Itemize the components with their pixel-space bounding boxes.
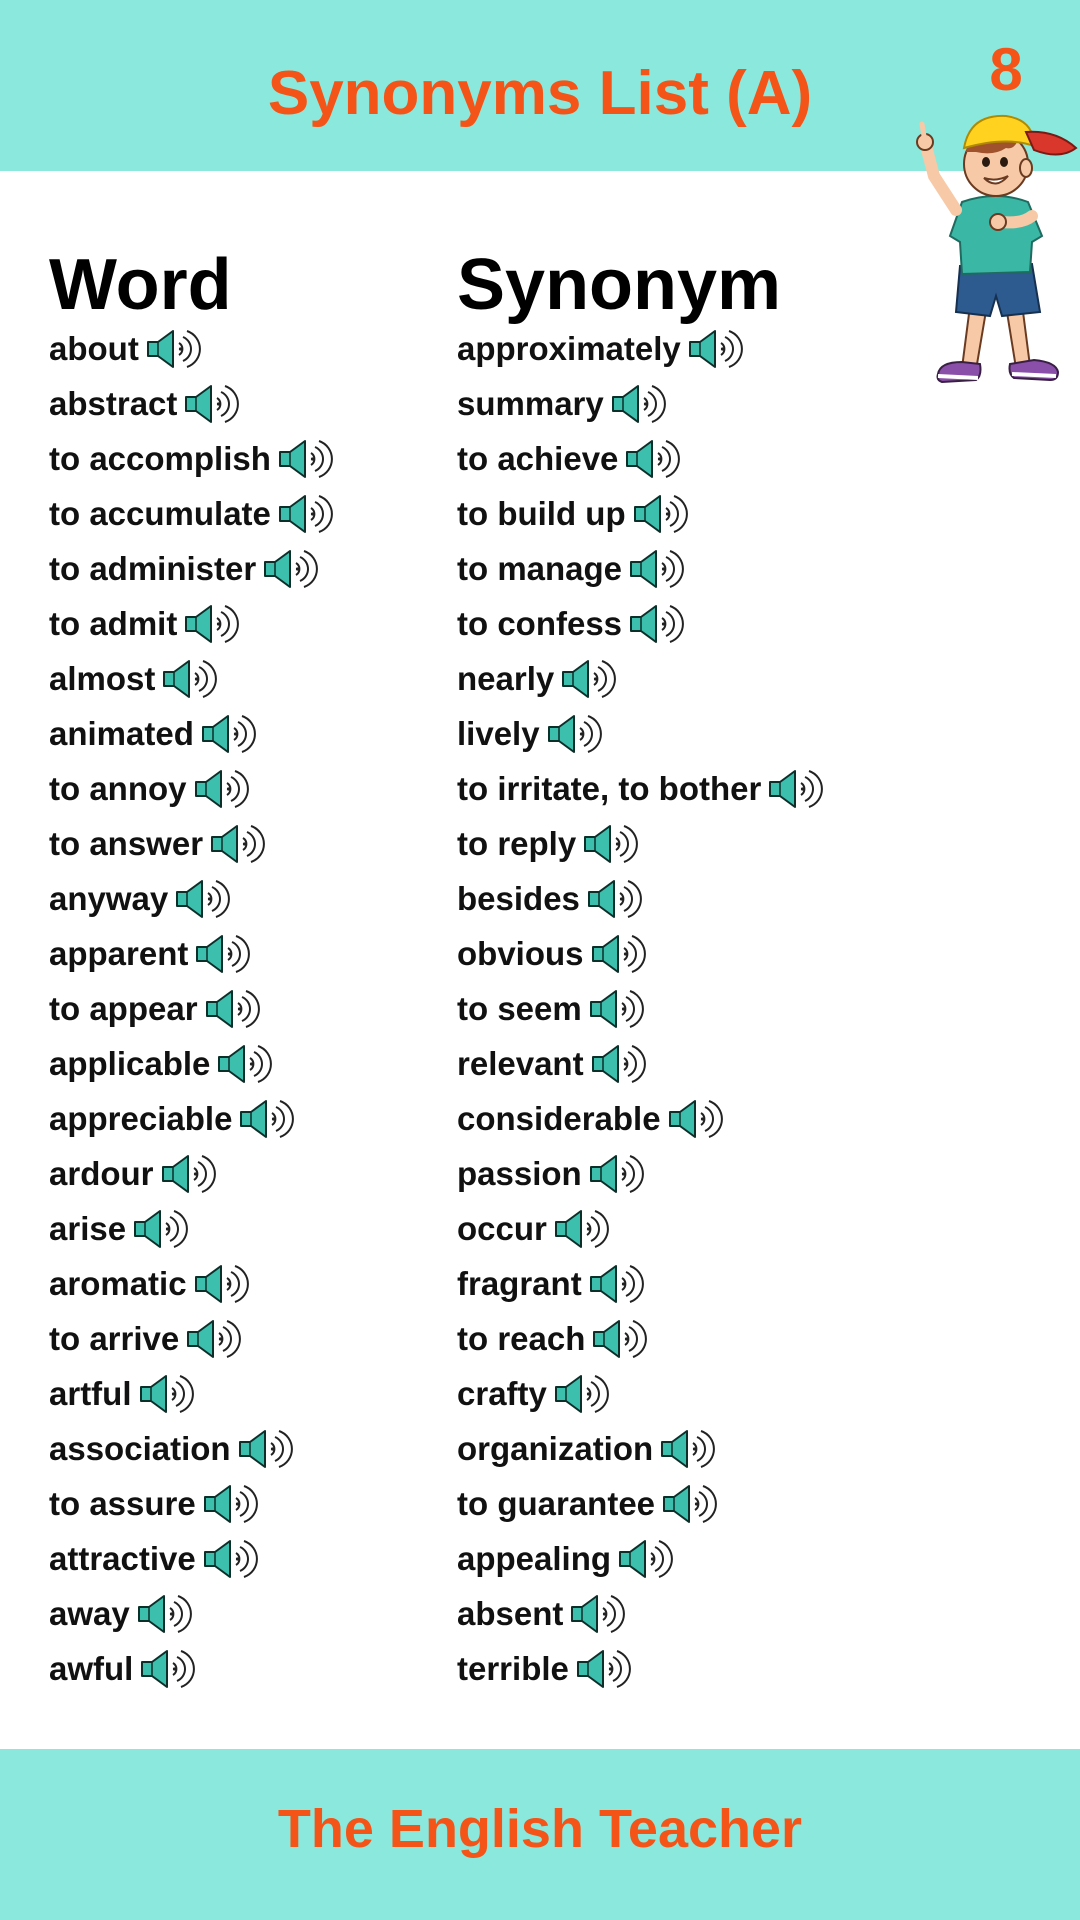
word-text: arise bbox=[49, 1209, 127, 1247]
speaker-icon[interactable] bbox=[200, 712, 258, 756]
synonym-text: fragrant bbox=[457, 1264, 582, 1302]
speaker-icon[interactable] bbox=[277, 492, 335, 536]
page-number: 8 bbox=[989, 36, 1023, 103]
word-text: awful bbox=[49, 1649, 134, 1687]
synonym-text: relevant bbox=[457, 1044, 584, 1082]
speaker-icon[interactable] bbox=[160, 1152, 218, 1196]
word-cell bbox=[49, 816, 267, 871]
list-item bbox=[0, 1311, 1080, 1366]
speaker-icon[interactable] bbox=[591, 1317, 649, 1361]
synonym-cell bbox=[457, 871, 644, 926]
speaker-icon[interactable] bbox=[553, 1207, 611, 1251]
speaker-icon[interactable] bbox=[628, 602, 686, 646]
list-item bbox=[0, 486, 1080, 541]
speaker-icon[interactable] bbox=[174, 877, 232, 921]
synonym-text: approximately bbox=[457, 329, 681, 367]
speaker-icon[interactable] bbox=[209, 822, 267, 866]
list-item bbox=[0, 1201, 1080, 1256]
list-item bbox=[0, 871, 1080, 926]
column-heading-word: Word bbox=[49, 245, 232, 325]
word-cell bbox=[49, 1311, 243, 1366]
synonym-text: organization bbox=[457, 1429, 654, 1467]
synonym-text: to manage bbox=[457, 549, 623, 587]
word-text: association bbox=[49, 1429, 231, 1467]
word-cell bbox=[49, 1586, 194, 1641]
synonym-cell bbox=[457, 596, 686, 651]
speaker-icon[interactable] bbox=[632, 492, 690, 536]
page-title: Synonyms List (A) bbox=[267, 59, 813, 128]
synonym-cell bbox=[457, 1531, 675, 1586]
speaker-icon[interactable] bbox=[624, 437, 682, 481]
speaker-icon[interactable] bbox=[139, 1647, 197, 1691]
word-cell bbox=[49, 431, 335, 486]
word-text: about bbox=[49, 329, 139, 367]
synonym-cell bbox=[457, 486, 690, 541]
synonym-cell bbox=[457, 816, 640, 871]
word-text: to arrive bbox=[49, 1319, 180, 1357]
synonym-cell bbox=[457, 1146, 646, 1201]
speaker-icon[interactable] bbox=[553, 1372, 611, 1416]
list-item bbox=[0, 706, 1080, 761]
synonym-cell bbox=[457, 926, 648, 981]
word-text: almost bbox=[49, 659, 156, 697]
word-text: ardour bbox=[49, 1154, 154, 1192]
speaker-icon[interactable] bbox=[216, 1042, 274, 1086]
word-text: anyway bbox=[49, 879, 169, 917]
speaker-icon[interactable] bbox=[202, 1482, 260, 1526]
speaker-icon[interactable] bbox=[546, 712, 604, 756]
speaker-icon[interactable] bbox=[588, 1262, 646, 1306]
speaker-icon[interactable] bbox=[588, 1152, 646, 1196]
list-item bbox=[0, 651, 1080, 706]
speaker-icon[interactable] bbox=[145, 327, 203, 371]
synonym-text: obvious bbox=[457, 934, 584, 972]
synonym-cell bbox=[457, 706, 604, 761]
synonym-text: occur bbox=[457, 1209, 547, 1247]
synonym-text: lively bbox=[457, 714, 540, 752]
word-cell bbox=[49, 1256, 251, 1311]
list-item bbox=[0, 926, 1080, 981]
word-cell bbox=[49, 321, 203, 376]
speaker-icon[interactable] bbox=[183, 382, 241, 426]
word-cell bbox=[49, 1091, 296, 1146]
speaker-icon[interactable] bbox=[617, 1537, 675, 1581]
synonym-text: besides bbox=[457, 879, 580, 917]
word-cell bbox=[49, 761, 251, 816]
synonym-cell bbox=[457, 1311, 649, 1366]
synonym-text: to confess bbox=[457, 604, 623, 642]
word-cell bbox=[49, 926, 252, 981]
list-item bbox=[0, 541, 1080, 596]
synonym-cell bbox=[457, 1091, 725, 1146]
speaker-icon[interactable] bbox=[610, 382, 668, 426]
word-text: animated bbox=[49, 714, 194, 752]
speaker-icon[interactable] bbox=[194, 932, 252, 976]
word-cell bbox=[49, 871, 232, 926]
speaker-icon[interactable] bbox=[132, 1207, 190, 1251]
speaker-icon[interactable] bbox=[590, 1042, 648, 1086]
speaker-icon[interactable] bbox=[659, 1427, 717, 1471]
synonym-cell bbox=[457, 1201, 611, 1256]
speaker-icon[interactable] bbox=[767, 767, 825, 811]
word-text: away bbox=[49, 1594, 130, 1632]
column-heading-synonym: Synonym bbox=[457, 245, 782, 325]
speaker-icon[interactable] bbox=[204, 987, 262, 1031]
list-item bbox=[0, 1641, 1080, 1696]
synonym-cell bbox=[457, 981, 646, 1036]
word-cell bbox=[49, 541, 320, 596]
word-cell bbox=[49, 1146, 218, 1201]
list-item bbox=[0, 376, 1080, 431]
synonym-text: to irritate, to bother bbox=[457, 769, 762, 807]
word-cell bbox=[49, 1366, 196, 1421]
speaker-icon[interactable] bbox=[185, 1317, 243, 1361]
list-item bbox=[0, 321, 1080, 376]
speaker-icon[interactable] bbox=[661, 1482, 719, 1526]
word-cell bbox=[49, 1036, 274, 1091]
footer-credit: The English Teacher bbox=[277, 1799, 803, 1859]
word-text: to appear bbox=[49, 989, 198, 1027]
word-text: abstract bbox=[49, 384, 178, 422]
list-item bbox=[0, 1091, 1080, 1146]
word-cell bbox=[49, 651, 219, 706]
speaker-icon[interactable] bbox=[193, 1262, 251, 1306]
list-item bbox=[0, 761, 1080, 816]
list-item bbox=[0, 1366, 1080, 1421]
synonym-text: to build up bbox=[457, 494, 626, 532]
synonym-cell bbox=[457, 431, 682, 486]
synonym-cell bbox=[457, 1641, 633, 1696]
word-cell bbox=[49, 1641, 197, 1696]
synonym-cell bbox=[457, 376, 668, 431]
speaker-icon[interactable] bbox=[237, 1427, 295, 1471]
word-text: attractive bbox=[49, 1539, 196, 1577]
footer-band bbox=[0, 1749, 1080, 1920]
synonym-text: to reply bbox=[457, 824, 577, 862]
word-cell bbox=[49, 1531, 260, 1586]
speaker-icon[interactable] bbox=[588, 987, 646, 1031]
word-text: appreciable bbox=[49, 1099, 233, 1137]
list-item bbox=[0, 1421, 1080, 1476]
speaker-icon[interactable] bbox=[590, 932, 648, 976]
word-text: to assure bbox=[49, 1484, 196, 1522]
word-text: to answer bbox=[49, 824, 204, 862]
word-text: artful bbox=[49, 1374, 132, 1412]
speaker-icon[interactable] bbox=[569, 1592, 627, 1636]
speaker-icon[interactable] bbox=[628, 547, 686, 591]
word-text: apparent bbox=[49, 934, 189, 972]
word-text: to administer bbox=[49, 549, 257, 587]
word-text: to accomplish bbox=[49, 439, 271, 477]
list-item bbox=[0, 1476, 1080, 1531]
speaker-icon[interactable] bbox=[262, 547, 320, 591]
word-cell bbox=[49, 981, 262, 1036]
speaker-icon[interactable] bbox=[667, 1097, 725, 1141]
synonym-cell bbox=[457, 1256, 646, 1311]
speaker-icon[interactable] bbox=[183, 602, 241, 646]
list-item bbox=[0, 1256, 1080, 1311]
word-cell bbox=[49, 596, 241, 651]
synonym-text: crafty bbox=[457, 1374, 547, 1412]
word-cell bbox=[49, 376, 241, 431]
speaker-icon[interactable] bbox=[687, 327, 745, 371]
word-text: applicable bbox=[49, 1044, 211, 1082]
word-cell bbox=[49, 1476, 260, 1531]
synonym-cell bbox=[457, 651, 618, 706]
synonym-text: to achieve bbox=[457, 439, 619, 477]
synonym-text: terrible bbox=[457, 1649, 569, 1687]
word-text: to accumulate bbox=[49, 494, 271, 532]
synonym-cell bbox=[457, 321, 745, 376]
list-item bbox=[0, 596, 1080, 651]
list-item bbox=[0, 981, 1080, 1036]
synonym-text: nearly bbox=[457, 659, 555, 697]
speaker-icon[interactable] bbox=[586, 877, 644, 921]
speaker-icon[interactable] bbox=[161, 657, 219, 701]
speaker-icon[interactable] bbox=[238, 1097, 296, 1141]
list-item bbox=[0, 431, 1080, 486]
word-text: to admit bbox=[49, 604, 178, 642]
synonym-cell bbox=[457, 541, 686, 596]
synonym-text: passion bbox=[457, 1154, 582, 1192]
word-cell bbox=[49, 1201, 190, 1256]
speaker-icon[interactable] bbox=[193, 767, 251, 811]
list-item bbox=[0, 1146, 1080, 1201]
synonym-text: to reach bbox=[457, 1319, 586, 1357]
speaker-icon[interactable] bbox=[138, 1372, 196, 1416]
synonym-text: appealing bbox=[457, 1539, 612, 1577]
speaker-icon[interactable] bbox=[582, 822, 640, 866]
synonym-text: summary bbox=[457, 384, 604, 422]
speaker-icon[interactable] bbox=[136, 1592, 194, 1636]
synonym-cell bbox=[457, 1366, 611, 1421]
synonym-list bbox=[0, 321, 1080, 1696]
synonym-text: considerable bbox=[457, 1099, 661, 1137]
synonym-text: to guarantee bbox=[457, 1484, 656, 1522]
list-item bbox=[0, 1531, 1080, 1586]
list-item bbox=[0, 1036, 1080, 1091]
synonym-cell bbox=[457, 1036, 648, 1091]
speaker-icon[interactable] bbox=[560, 657, 618, 701]
word-cell bbox=[49, 486, 335, 541]
speaker-icon[interactable] bbox=[202, 1537, 260, 1581]
synonym-cell bbox=[457, 1586, 627, 1641]
speaker-icon[interactable] bbox=[575, 1647, 633, 1691]
word-text: to annoy bbox=[49, 769, 187, 807]
speaker-icon[interactable] bbox=[277, 437, 335, 481]
list-item bbox=[0, 816, 1080, 871]
synonym-cell bbox=[457, 1476, 719, 1531]
synonym-text: absent bbox=[457, 1594, 564, 1632]
list-item bbox=[0, 1586, 1080, 1641]
word-text: aromatic bbox=[49, 1264, 187, 1302]
synonym-cell bbox=[457, 1421, 717, 1476]
word-cell bbox=[49, 706, 258, 761]
synonym-cell bbox=[457, 761, 825, 816]
synonym-text: to seem bbox=[457, 989, 582, 1027]
word-cell bbox=[49, 1421, 295, 1476]
